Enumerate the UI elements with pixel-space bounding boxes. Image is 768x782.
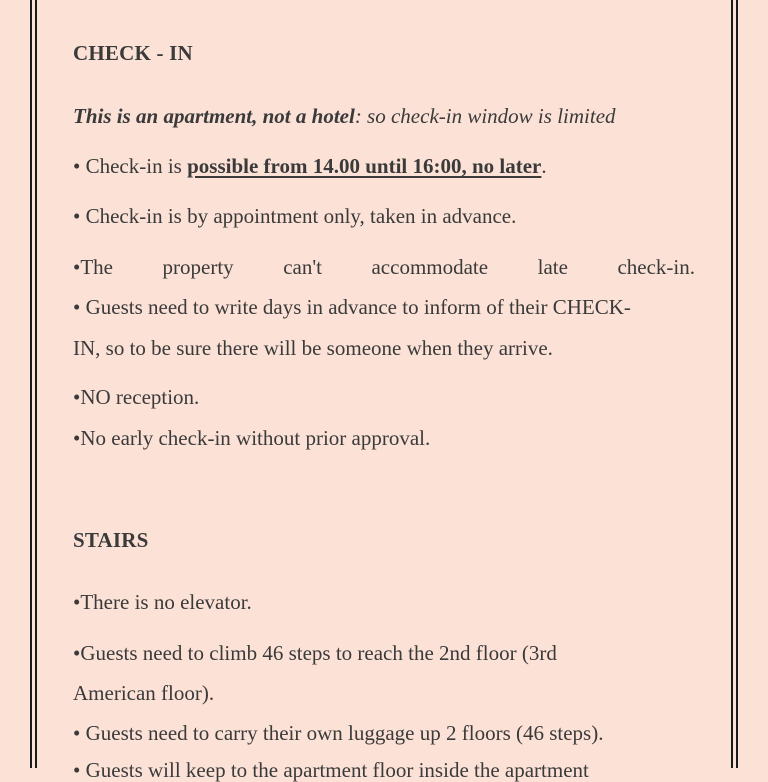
stairs-item-luggage: • Guests need to carry their own luggage up 2 floors (46 steps). [73,721,604,745]
checkin-item-no-early: •No early check-in without prior approval. [73,426,431,450]
checkin-item-notify-line2: IN, so to be sure there will be someone when they arrive. [73,336,553,360]
checkin-item-no-late-word: check-in. [617,255,695,279]
checkin-item-appointment: • Check-in is by appointment only, taken in advance. [73,204,517,228]
checkin-intro-bold: This is an apartment, not a hotel [73,104,355,128]
right-border-outer [736,0,738,768]
checkin-item-no-late [73,257,695,278]
checkin-intro [73,106,616,127]
checkin-item-no-late-word: late [537,255,568,279]
checkin-item-no-reception: •NO reception. [73,385,200,409]
stairs-item-cut-off: • Guests will keep to the apartment floor inside the apartment [73,758,589,782]
checkin-intro-rest: : so check-in window is limited [354,104,616,128]
checkin-item-no-late-word: •The [73,255,114,279]
checkin-item-no-late-word: property [162,255,234,279]
left-border-inner [35,0,37,768]
stairs-item-steps-line2: American floor). [73,681,215,705]
stairs-heading: STAIRS [73,528,149,552]
checkin-item-notify-line1: • Guests need to write days in advance to inform of their CHECK- [73,295,631,319]
right-border-inner [731,0,733,768]
checkin-heading: CHECK - IN [73,41,193,65]
checkin-item-hours [73,156,547,177]
checkin-item-no-late-word: can't [283,255,322,279]
checkin-item-hours-prefix: • Check-in is [73,154,188,178]
left-border-outer [30,0,32,768]
stairs-item-no-elevator: •There is no elevator. [73,590,252,614]
stairs-item-steps-line1: •Guests need to climb 46 steps to reach the 2nd floor (3rd [73,641,557,665]
checkin-item-hours-suffix: . [541,154,547,178]
checkin-item-hours-emph: possible from 14.00 until 16:00, no later [187,154,542,178]
checkin-item-no-late-word: accommodate [371,255,489,279]
